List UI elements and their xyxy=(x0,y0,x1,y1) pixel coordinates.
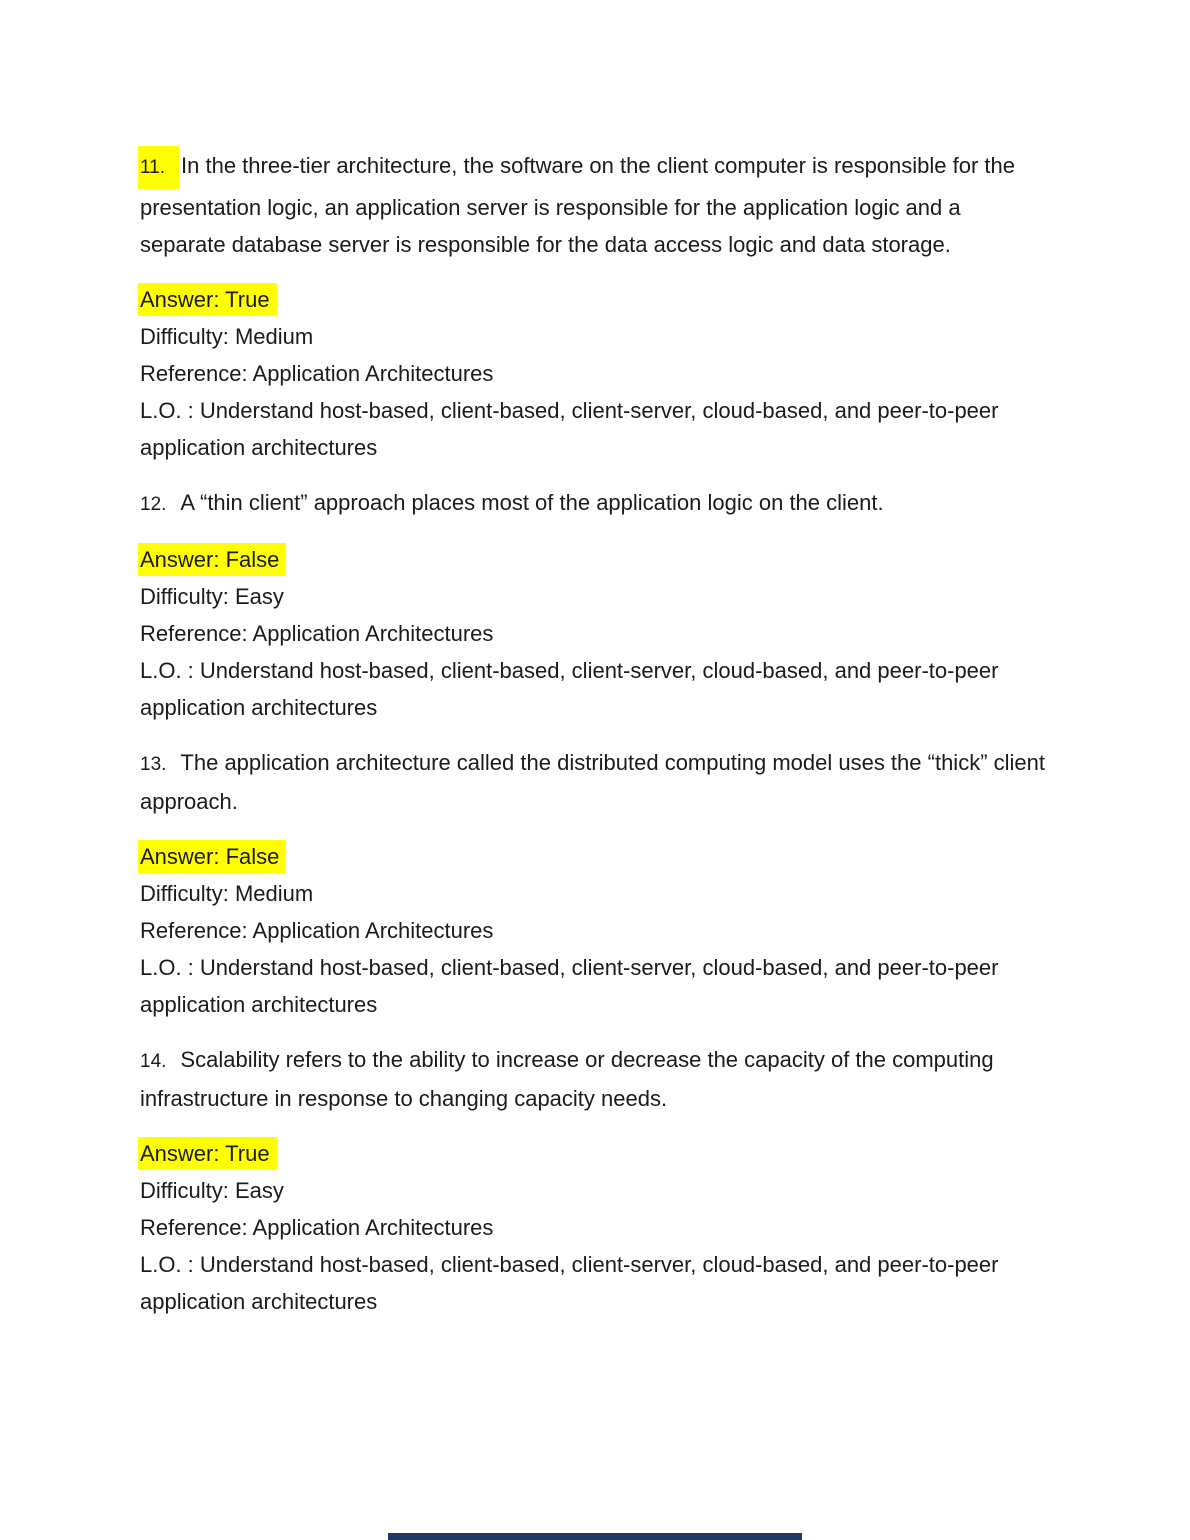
question-number-highlighted: 11. xyxy=(138,146,179,189)
taskbar-edge xyxy=(388,1533,802,1540)
answer-highlight: Answer: False xyxy=(138,840,286,873)
learning-objective-line: L.O. : Understand host-based, client-based, client-server, cloud-based, and peer-to-peer application architectures xyxy=(140,955,999,1017)
question-block-14 xyxy=(140,1041,1045,1320)
reference-line: Reference: Application Architectures xyxy=(140,621,494,646)
question-block-12 xyxy=(140,484,1045,726)
reference-line: Reference: Application Architectures xyxy=(140,361,494,386)
answer-highlight: Answer: True xyxy=(138,1137,277,1170)
answer-highlight: Answer: False xyxy=(138,543,286,576)
learning-objective-line: L.O. : Understand host-based, client-based, client-server, cloud-based, and peer-to-peer application architectures xyxy=(140,1252,999,1314)
difficulty-line: Difficulty: Medium xyxy=(140,881,314,906)
reference-line: Reference: Application Architectures xyxy=(140,1215,494,1240)
difficulty-line: Difficulty: Medium xyxy=(140,324,314,349)
question-body: A “thin client” approach places most of the application logic on the client. xyxy=(180,490,884,515)
learning-objective-line: L.O. : Understand host-based, client-based, client-server, cloud-based, and peer-to-peer application architectures xyxy=(140,658,999,720)
question-body: In the three-tier architecture, the software on the client computer is responsible for the presentation logic, an application server is responsible for the application logic and a separate database server is responsible for the data access logic and data storage. xyxy=(140,153,1015,257)
answer-line xyxy=(140,1135,1045,1172)
question-text xyxy=(140,1041,1045,1117)
question-number: 12. xyxy=(140,494,167,515)
answer-line xyxy=(140,838,1045,875)
question-block-13 xyxy=(140,744,1045,1023)
question-text xyxy=(140,744,1045,820)
learning-objective-line: L.O. : Understand host-based, client-based, client-server, cloud-based, and peer-to-peer application architectures xyxy=(140,398,999,460)
question-number: 13. xyxy=(140,754,167,775)
answer-line xyxy=(140,541,1045,578)
question-text xyxy=(140,146,1045,263)
question-body: Scalability refers to the ability to increase or decrease the capacity of the computing infrastructure in response to changing capacity needs. xyxy=(140,1047,994,1111)
answer-line xyxy=(140,281,1045,318)
difficulty-line: Difficulty: Easy xyxy=(140,1178,284,1203)
answer-highlight: Answer: True xyxy=(138,283,277,316)
question-block-11 xyxy=(140,146,1045,466)
difficulty-line: Difficulty: Easy xyxy=(140,584,284,609)
question-body: The application architecture called the distributed computing model uses the “thick” client approach. xyxy=(140,750,1045,814)
reference-line: Reference: Application Architectures xyxy=(140,918,494,943)
question-number: 14. xyxy=(140,1051,167,1072)
question-text xyxy=(140,484,1045,523)
